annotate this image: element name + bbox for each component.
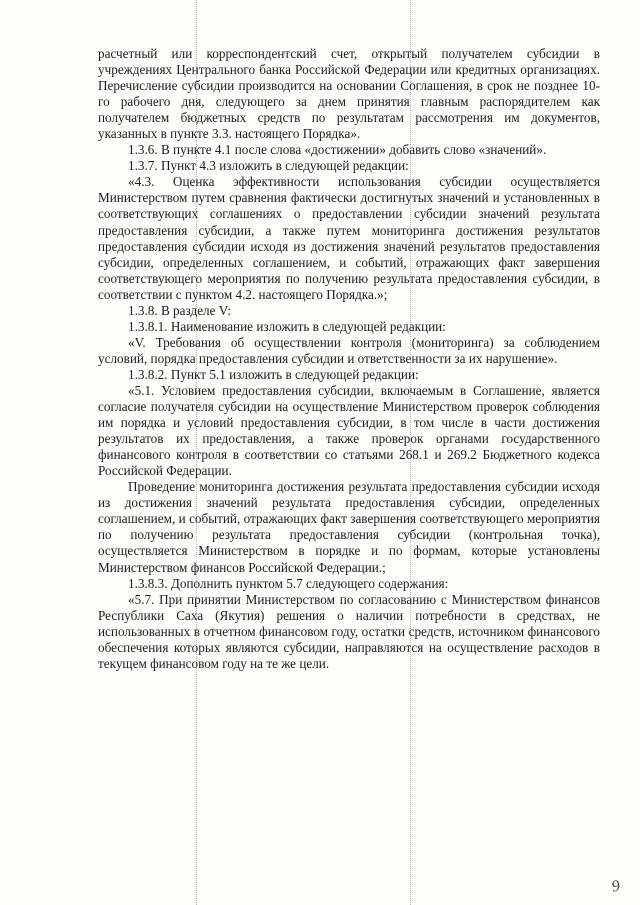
document-body (98, 46, 600, 672)
paragraph-1-3-8-2: 1.3.8.2. Пункт 5.1 изложить в следующей редакции: (128, 366, 419, 382)
paragraph-5-7-text: «5.7. При принятии Министерством по согласованию с Министерством финансов Республики Саха (Якутия) решения о наличии потребности в средствах, не использованных в отчетном финансовом году, остатки средств, источником финансового обеспечения которых являются субсидии, направляются на осуществление расходов в текущем финансовом году на те же цели. (98, 591, 600, 671)
paragraph-4-3-text: «4.3. Оценка эффективности использования субсидии осуществляется Министерством путем сравнения фактически достигнутых значений и установленных в соответствующих соглашениях о предоставлении субсидии значений результата предоставления субсидии, а также путем мониторинга достижения результатов предоставления субсидии исходя из достижения значений результатов предоставления субсидии, определенных соглашением, и событий, отражающих факт завершения соответствующего мероприятия по получению результата предоставления субсидии, в соответствии с пунктом 4.2. настоящего Порядка.»; (98, 174, 600, 302)
paragraph-1-3-8: 1.3.8. В разделе V: (128, 302, 231, 318)
paragraph-1-3-8-1: 1.3.8.1. Наименование изложить в следующей редакции: (128, 318, 446, 334)
paragraph-section-v-title: «V. Требования об осуществлении контроля (мониторинга) за соблюдением условий, порядка предоставления субсидии и ответственности за их нарушение». (98, 334, 600, 366)
paragraph-1-3-8-3: 1.3.8.3. Дополнить пунктом 5.7 следующего содержания: (128, 575, 449, 591)
page-number: 9 (610, 877, 622, 896)
paragraph-1-3-6: 1.3.6. В пункте 4.1 после слова «достижении» добавить слово «значений». (128, 142, 547, 158)
paragraph-1-3-7: 1.3.7. Пункт 4.3 изложить в следующей редакции: (128, 158, 409, 174)
paragraph-5-1-text: «5.1. Условием предоставления субсидии, включаемым в Соглашение, является согласие получателя субсидии на осуществление Министерством проверок соблюдения им порядка и условий предоставления субсидии, в том числе в части достижения результатов их предоставления, а также проверок органами государственного финансового контроля в соответствии со статьями 268.1 и 269.2 Бюджетного кодекса Российской Федерации. (98, 382, 600, 479)
paragraph-monitoring: Проведение мониторинга достижения результата предоставления субсидии исходя из достижения значений результата предоставления субсидии, определенных соглашением, и событий, отражающих факт завершения соответствующего мероприятия по получению результата предоставления субсидии (контрольная точка), осуществляется Министерством в порядке и по формам, которые установлены Министерством финансов Российской Федерации.; (98, 479, 600, 575)
paragraph-continuation: расчетный или корреспондентский счет, открытый получателем субсидии в учреждениях Центрального банка Российской Федерации или кредитных организациях. Перечисление субсидии производится на основании Соглашения, в срок не позднее 10-го рабочего дня, следующего за днем принятия главным распорядителем как получателем бюджетных средств по результатам рассмотрения им документов, указанных в пункте 3.3. настоящего Порядка». (98, 46, 600, 142)
